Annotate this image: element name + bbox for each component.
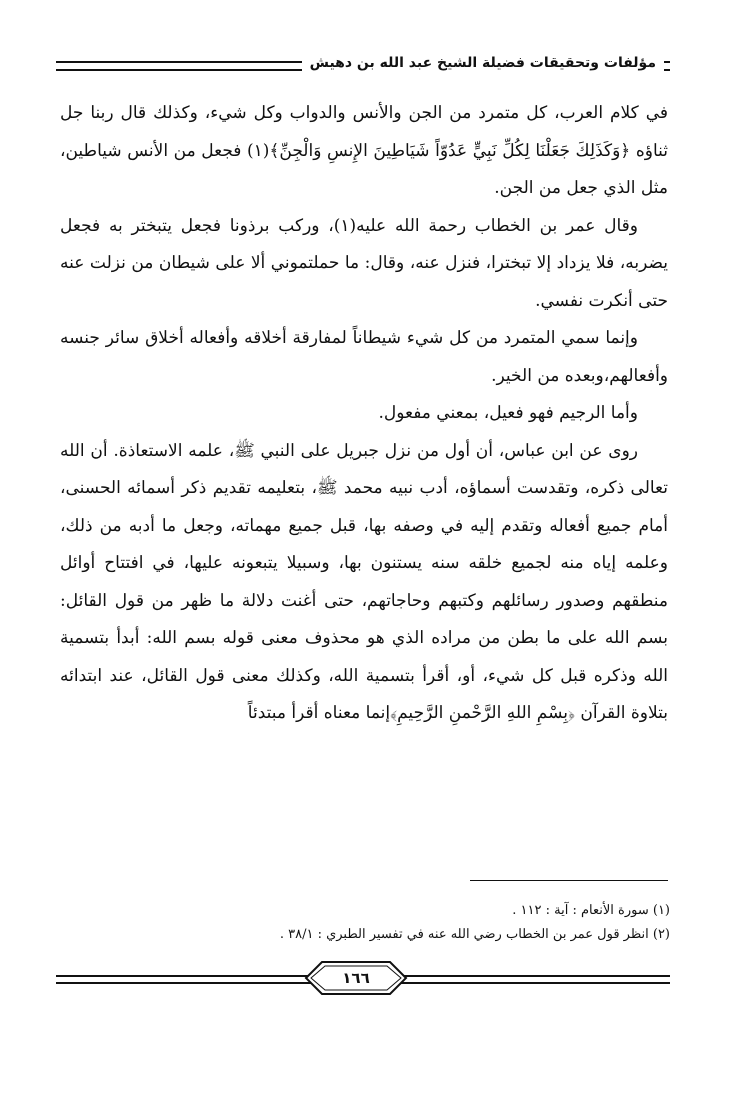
page-number-bar <box>56 960 670 996</box>
header-title: مؤلفات وتحقيقات فضيلة الشيخ عبد الله بن دهيش <box>302 52 664 74</box>
page-number: ١٦٦ <box>342 969 370 987</box>
paragraph: في كلام العرب، كل متمرد من الجن والأنس والدواب وكل شيء، وكذلك قال ربنا جل ثناؤه ﴿وَكَذَلِكَ جَعَلْنَا لِكُلِّ نَبِيٍّ عَدُوّاً شَيَاطِينَ الإِنسِ وَالْجِنِّ﴾(١) فجعل من الأنس شياطين، مثل الذي جعل من الجن. <box>60 103 668 198</box>
paragraph: وإنما سمي المتمرد من كل شيء شيطاناً لمفارقة أخلاقه وأفعاله أخلاق سائر جنسه وأفعالهم،وبعده من الخير. <box>60 328 668 386</box>
paragraph: وقال عمر بن الخطاب رحمة الله عليه(١)، وركب برذونا فجعل يتبختر به فجعل يضربه، فلا يزداد إلا تبخترا، فنزل عنه، وقال: ما حملتموني ألا على شيطان من نزلت عنه حتى أنكرت نفسي. <box>60 215 668 311</box>
footnote-separator <box>470 880 668 881</box>
main-text <box>60 95 668 733</box>
paragraph: وأما الرجيم فهو فعيل، بمعني مفعول. <box>378 403 638 423</box>
page-number-badge <box>304 960 408 996</box>
paragraph: روى عن ابن عباس، أن أول من نزل جبريل على النبي ﷺ، علمه الاستعاذة. أن الله تعالى ذكره، وتقدست أسماؤه، أدب نبيه محمد ﷺ، بتعليمه تقديم ذكر أسمائه الحسنى، أمام جميع أفعاله وتقدم إليه في وصفه بها، قبل جميع مهماته، وجعل ما أدبه من ذلك، وعلمه إياه منه لجميع خلقه سنه يستنون بها، وسبيلا يتبعونه عليها، في افتتاح أوائل منطقهم وصدور رسائلهم وكتبهم وحاجاتهم، حتى أغنت دلالة ما ظهر من قول القائل: بسم الله على ما بطن من مراده الذي هو محذوف معنى قوله بسم الله: أبدأ بتسمية الله وذكره قبل كل شيء، أو، أقرأ بتسمية الله، وكذلك معنى قول القائل، عند ابتدائه بتلاوة القرآن ﴿بِسْمِ اللهِ الرَّحْمنِ الرَّحِيمِ﴾إنما معناه أقرأ مبتدئاً <box>60 440 668 723</box>
running-header <box>56 52 670 74</box>
footnote-item: (١) سورة الأنعام : آية : ١١٢ . <box>512 903 670 918</box>
footnotes <box>110 899 670 947</box>
footnote-item: (٢) انظر قول عمر بن الخطاب رضي الله عنه في تفسير الطبري : ٣٨/١ . <box>279 927 670 942</box>
